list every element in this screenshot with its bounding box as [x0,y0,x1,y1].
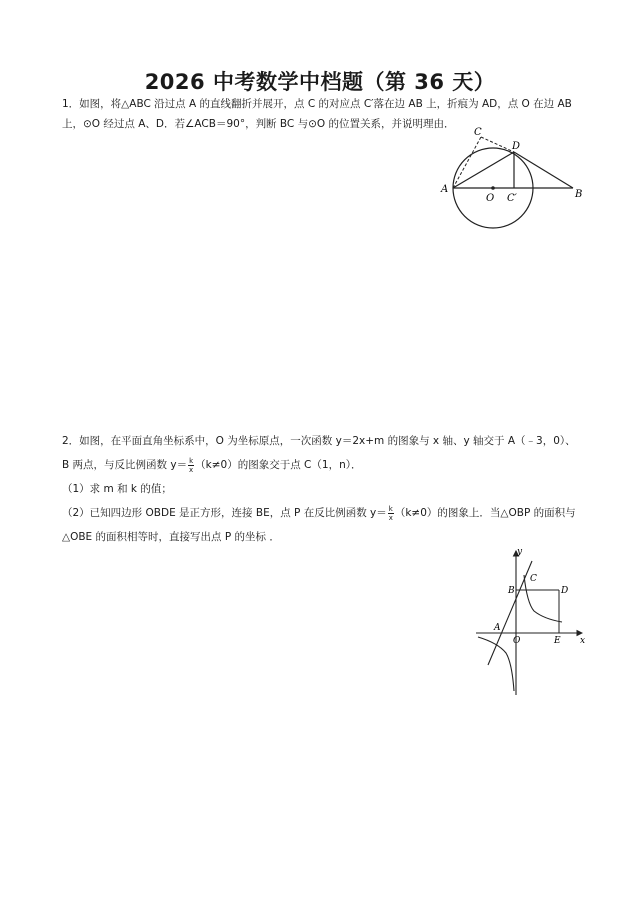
q2-line-2 [62,455,582,475]
q2-line-2-pre: B 两点，与反比例函数 y＝ [62,459,188,471]
segment-cd-dashed [481,137,514,152]
q2-line-1: 2．如图，在平面直角坐标系中，O 为坐标原点，一次函数 y＝2x+m 的图象与 x 轴、y 轴交于 A（﹣3，0）、 [62,435,576,447]
q2-part-1: （1）求 m 和 k 的值； [62,483,172,495]
label-c: C [474,127,482,138]
question-2 [62,431,582,547]
label-b: B [508,586,515,596]
label-o: O [486,193,495,204]
label-a: A [494,623,501,633]
fraction-numerator: k [189,456,194,465]
q2-line-2-post: （k≠0）的图象交于点 C（1，n）． [195,459,362,471]
hyperbola-branch-3 [478,637,514,691]
page-title: 2026 中考数学中档题（第 36 天） [144,70,496,94]
segment-db [514,152,573,188]
label-y: y [517,547,523,557]
label-o: O [513,636,521,646]
fraction-numerator-2: k [388,504,393,513]
fraction-denominator: x [189,465,194,474]
q2-part-2 [62,503,582,523]
q1-line-1: 1．如图，将△ABC 沿过点 A 的直线翻折并展开，点 C 的对应点 C′落在边 AB 上，折痕为 AD，点 O 在边 AB [62,98,572,110]
label-c: C [530,574,537,584]
label-b: B [575,189,583,200]
label-d: D [561,586,569,596]
point-o [491,186,495,190]
q2-part-2-post: （k≠0）的图象上．当△OBP 的面积与 [394,507,576,519]
q1-figure [436,124,596,234]
label-a: A [441,184,449,195]
q2-part-2-pre: （2）已知四边形 OBDE 是正方形，连接 BE，点 P 在反比例函数 y＝ [62,507,387,519]
fraction-denominator-2: x [388,513,393,522]
label-x: x [580,636,586,646]
linear-function-line [488,561,532,665]
segment-ad [453,152,514,188]
fraction-k-over-x [188,457,194,474]
label-d: D [512,141,521,152]
q2-figure [472,545,590,700]
label-e: E [554,636,561,646]
label-c-prime: C′ [507,193,517,204]
q1-line-2: 上，⊙O 经过点 A、D．若∠ACB＝90°，判断 BC 与⊙O 的位置关系，并说明理由． [62,118,455,130]
q2-part-2-line-2: △OBE 的面积相等时，直接写出点 P 的坐标 ． [62,531,280,543]
fraction-k-over-x-2 [388,505,394,522]
